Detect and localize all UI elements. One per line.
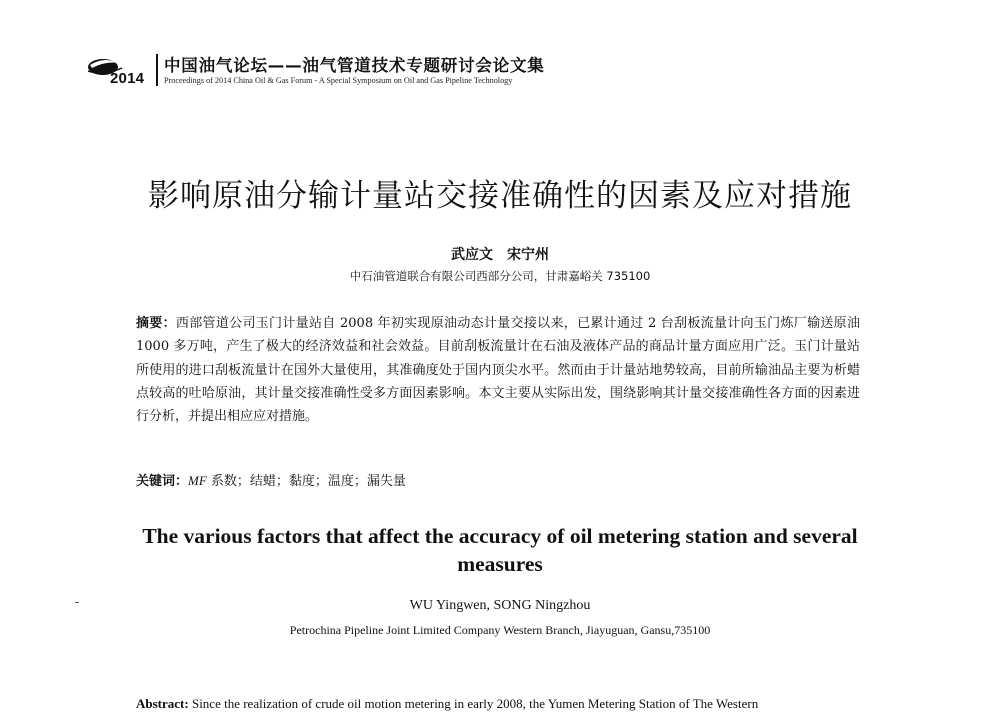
affiliation-en: Petrochina Pipeline Joint Limited Company Western Branch, Jiayuguan, Gansu,735100 bbox=[289, 623, 711, 637]
forum-logo bbox=[86, 54, 154, 90]
paper-title-en: The various factors that affect the accuracy of oil metering station and several measures bbox=[142, 524, 858, 576]
proceedings-title-cn: 中国油气论坛——油气管道技术专题研讨会论文集 bbox=[164, 56, 545, 75]
abstract-label-en: Abstract: bbox=[136, 696, 189, 711]
keyword-mf: MF bbox=[188, 473, 207, 488]
header-divider bbox=[156, 54, 158, 86]
proceedings-title-en: Proceedings of 2014 China Oil & Gas Forum - A Special Symposium on Oil and Gas Pipeline Technology bbox=[164, 76, 513, 85]
abstract-body-cn: 西部管道公司玉门计量站自 2008 年初实现原油动态计量交接以来，已累计通过 2 台刮板流量计向玉门炼厂输送原油 1000 多万吨，产生了极大的经济效益和社会效益。目前刮板流量计在石油及液体产品的商品计量方面应用广泛。玉门计量站所使用的进口刮板流量计在国外大量使用，其准确度处于国内顶尖水平。然而由于计量站地势较高，目前所输油品主要为析蜡点较高的吐哈原油，其计量交接准确性受多方面因素影响。本文主要从实际出发，围绕影响其计量交接准确性各方面的因素进行分析，并提出相应应对措施。 bbox=[136, 316, 860, 425]
abstract-body-en: Since the realization of crude oil motion metering in early 2008, the Yumen Metering Station of The Western bbox=[188, 696, 759, 711]
abstract-label-cn: 摘要： bbox=[136, 316, 176, 331]
proceedings-header bbox=[86, 48, 646, 92]
logo-year: 2014 bbox=[110, 70, 145, 87]
keywords-label-cn: 关键词： bbox=[136, 474, 189, 489]
abstract-cn bbox=[136, 312, 860, 428]
keywords-cn bbox=[136, 470, 860, 489]
keywords-rest-cn: 系数；结蜡；黏度；温度；漏失量 bbox=[206, 474, 406, 489]
authors-cn: 武应文 宋宁州 bbox=[451, 247, 549, 263]
abstract-en bbox=[136, 696, 866, 712]
paper-title-cn: 影响原油分输计量站交接准确性的因素及应对措施 bbox=[148, 178, 852, 214]
affiliation-cn: 中石油管道联合有限公司西部分公司，甘肃嘉峪关 735100 bbox=[349, 269, 651, 283]
authors-en: WU Yingwen, SONG Ningzhou bbox=[409, 598, 591, 613]
